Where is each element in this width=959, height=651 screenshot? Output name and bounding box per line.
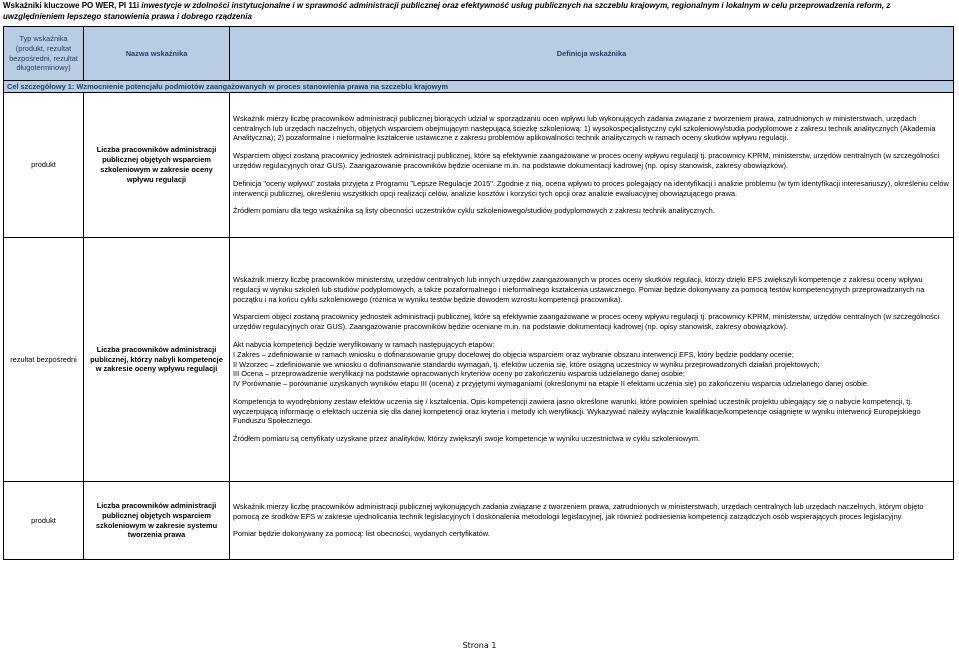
goal-label: Cel szczegółowy 1: Wzmocnienie potencjału podmiotów zaangażowanych w proces stanowienia prawa na szczeblu krajowym: [4, 81, 954, 93]
indicator-name: Liczba pracowników administracji publicznej objętych wsparciem szkoleniowym w zakresie systemu tworzenia prawa: [84, 482, 230, 560]
indicator-definition: [230, 482, 954, 560]
indicator-definition: [230, 93, 954, 238]
indicator-name: Liczba pracowników administracji publicznej, którzy nabyli kompetencje w zakresie oceny wpływu regulacji: [84, 238, 230, 482]
header-type: Typ wskaźnika (produkt, rezultat bezpośredni, rezultat długoterminowy): [4, 27, 84, 81]
definition-paragraph: Pomiar będzie dokonywany za pomocą: list obecności, wydanych certyfikatów.: [233, 529, 490, 539]
table-row: [4, 482, 954, 560]
indicator-type: produkt: [4, 93, 84, 238]
title-italic: inwestycje w zdolności instytucjonalne i w sprawność administracji publicznej oraz efektywność usług publicznych na szczeblu krajowym, regionalnym i lokalnym w celu przeprowadzenia reform, z uwzględnieniem lepszego stanowienia prawa i dobrego rządzenia: [3, 1, 891, 21]
table-row: [4, 93, 954, 238]
indicator-type: rezultat bezpośredni: [4, 238, 84, 482]
definition-paragraph: Wsparciem objęci zostaną pracownicy jednostek administracji publicznej, które są efektywnie zaangażowane w proces oceny wpływu regulacji tj. pracownicy KPRM, ministerstw, urzędów centralnych (w szczególności urzędów regulacyjnych oraz GUS). Zaangażowanie pracowników będzie oceniane m.in. na podstawie dokumentacji kadrowej (np. opisy stanowisk, zakresy obowiązków).: [233, 151, 940, 170]
definition-paragraph: Wskaźnik mierzy liczbę pracowników administracji publicznej wykonujących zadania związane z tworzeniem prawa, zatrudnionych w ministerstwach, urzędach centralnych lub urzędach naczelnych, którym objęto pomocą ze środków EFS w zakresie ujednolicania technik legislacyjnych i doskonalenia metodologii legislacyjnej, jak również podniesienia kompetencji zarządczych osób wspierających proces legislacyjny.: [233, 501, 924, 521]
definition-paragraph: Akt nabycia kompetencji będzie weryfikowany w ramach następujących etapów: I Zakres – zdefiniowanie w ramach wniosku o dofinansowanie grupy docelowej do objęcia wsparciem oraz wybranie obszaru interwencji EFS, który będzie poddany ocenie; II Wzorzec – zdefiniowanie we wniosku o dofinansowanie standardu wymagań, tj. efektów uczenia się, które osiągną uczestnicy w wyniku przeprowadzonych działań projektowych; III Ocena – przeprowadzenie weryfikacji na podstawie opracowanych kryteriów oceny po zakończeniu wsparcia udzielanego danej osobie; IV Porównanie – porównanie uzyskanych wyników etapu III (ocena) z przyjętymi wymaganiami (określonymi na etapie II efektami uczenia się) po zakończeniu wsparcia udzielanego danej osobie.: [233, 339, 869, 389]
table-row: [4, 238, 954, 482]
definition-paragraph: Definicja "oceny wpływu" została przyjęta z Programu "Lepsze Regulacje 2015". Zgodnie z nią, ocena wpływu to proces polegający na identyfikacji i analizie problemu (w tym identyfikacji interesariuszy), określeniu celów interwencji publicznej, określeniu wszystkich opcji realizacji celów, analizie kosztów i korzyści tych opcji oraz analizie ewaluacyjnej obowiązującego prawa.: [233, 178, 949, 198]
definition-paragraph: Źródłem pomiaru dla tego wskaźnika są listy obecności uczestników cyklu szkoleniowego/studiów podyplomowych z zakresu technik analitycznych.: [233, 206, 715, 216]
indicator-definition: [230, 238, 954, 482]
document-title: [3, 0, 953, 22]
definition-paragraph: Kompetencja to wyodrębniony zestaw efektów uczenia się / kształcenia. Opis kompetencji zawiera jasno określone warunki, które powinien spełniać uczestnik projektu ubiegający się o nabycie kompetencji, tj. wyczerpującą informację o efektach uczenia się dla danej kompetencji oraz kryteria i metody ich weryfikacji. Wykazywać należy wyłącznie kwalifikacje/kompetencje osiągnięte w wyniku interwencji Europejskiego Funduszu Społecznego.: [233, 396, 921, 426]
definition-paragraph: Wskaźnik mierzy liczbę pracowników ministerstw, urzędów centralnych lub innych urzędów zaangażowanych w proces oceny skutków regulacji, którzy dzięki EFS zwiększyli kompetencje z zakresu oceny wpływu regulacji w wyniku szkoleń lub studiów podyplomowych, a także pozaformalnego i nieformalnego kształcenia ustawicznego. Pomiar będzie dokonywany za pomocą testów kompetencyjnych przeprowadzanych na początku i na końcu cyklu szkoleniowego (różnica w wyniku testów będzie dowodem wzrostu kompetencji pracownika).: [233, 274, 925, 304]
title-prefix: Wskaźniki kluczowe PO WER, PI 11i: [3, 1, 142, 10]
definition-paragraph: Źródłem pomiaru są certyfikaty uzyskane przez analityków, którzy zwiększyli swoje kompetencje w wyniku uczestnictwa w cyklu szkoleniowym.: [233, 434, 701, 444]
header-row: [4, 27, 954, 81]
indicators-table: [3, 26, 954, 560]
definition-paragraph: Wskaźnik mierzy liczbę pracowników administracji publicznej biorących udział w sporządzaniu ocen wpływu lub wykonujących zadania związane z tworzeniem prawa, zatrudnionych w ministerstwach, urzędach centralnych lub urzędach naczelnych, objętych wsparciem obejmującym następującą ścieżkę szkoleniową: 1) wysokospecjalistyczny cykl szkoleniowy/studia podyplomowe z zakresu technik analitycznych (Akademia Analityczna); 2) pozaformalne i nieformalne kształcenie ustawiczne z zakresu problemów aplikowalności technik analitycznych w ramach oceny skutków wpływu regulacji.: [233, 113, 936, 143]
page-number: Strona 1: [462, 641, 497, 650]
definition-paragraph: Wsparciem objęci zostaną pracownicy jednostek administracji publicznej, które są efektywnie zaangażowane w proces oceny wpływu regulacji tj. pracownicy KPRM, ministerstw, urzędów centralnych (w szczególności urzędów regulacyjnych oraz GUS). Zaangażowanie pracowników będzie oceniane m.in. na podstawie dokumentacji kadrowej (np. opisy stanowisk, zakresy obowiązków).: [233, 312, 940, 332]
indicator-type: produkt: [4, 482, 84, 560]
goal-row: [4, 81, 954, 93]
indicator-name: Liczba pracowników administracji publicznej objętych wsparciem szkoleniowym w zakresie oceny wpływu regulacji: [84, 93, 230, 238]
header-name: Nazwa wskaźnika: [84, 27, 230, 81]
header-definition: Definicja wskaźnika: [230, 27, 954, 81]
